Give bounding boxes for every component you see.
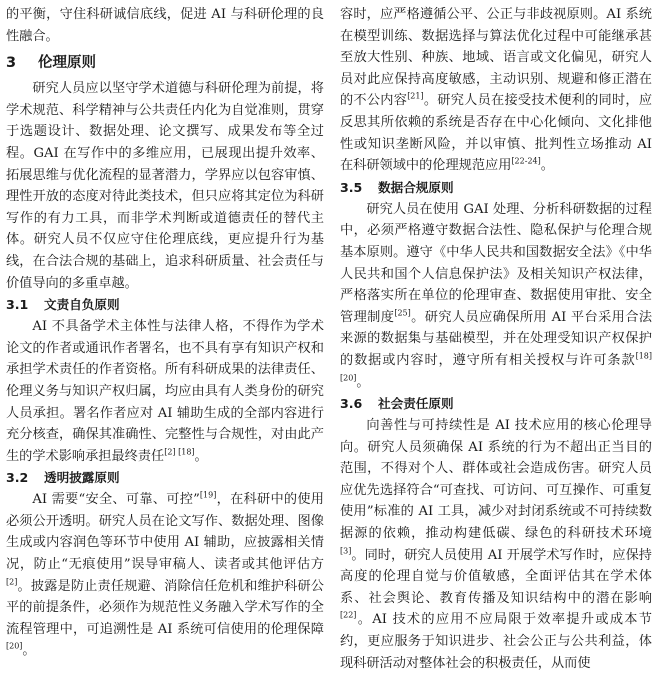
intro-paragraph-end: 的平衡，守住科研诚信底线，促进 AI 与科研伦理的良性融合。 (6, 7, 324, 44)
paragraph-text: 。 (22, 643, 36, 659)
paragraph-text: AI 不具备学术主体性与法律人格，不得作为学术论文的作者或通讯作者署名，也不具有享有知识产权和承担学术责任的作者资格。所有科研成果的法律责任、伦理义务与知识产权归属，均应由具有人类身份的研究人员承担。署名作者应对 AI 辅助生成的全部内容进行充分核查，确保其准确性、完整性与合规性，对由此产生的学术影响承担最终责任 (6, 319, 324, 464)
subsection-title: 数据合规原则 (378, 179, 454, 195)
subsection-title: 透明披露原则 (44, 470, 120, 486)
section-title: 伦理原则 (38, 55, 96, 72)
subsection-number: 3.1 (6, 297, 29, 313)
citation: [2] (6, 577, 18, 587)
section-3-1-paragraph: AI 不具备学术主体性与法律人格，不得作为学术论文的作者或通讯作者署名，也不具有享有知识产权和承担学术责任的作者资格。所有科研成果的法律责任、伦理义务与知识产权归属，均应由具有人类身份的研究人员承担。署名作者应对 AI 辅助生成的全部内容进行充分核查，确保其准确性、完整性与合规性，对由此产生的学术影响承担最终责任[2] [18]。 (6, 319, 324, 464)
citation: [20] (6, 642, 23, 652)
section-3-1-heading (6, 295, 324, 315)
paragraph-text: 容时，应严格遵循公平、公正与非歧视原则。AI 系统在模型训练、数据选择与算法优化过程中可能继承甚至放大性别、种族、地域、语言或文化偏见，研究人员对此应保持高度敏感，主动识别、规避和修正潜在的不公内容 (340, 7, 652, 109)
section-3-paragraph: 研究人员应以坚守学术道德与科研伦理为前提，将学术规范、科学精神与公共责任内化为自觉准则，贯穿于选题设计、数据处理、论文撰写、成果发布等全过程。GAI 在写作中的多维应用，已展现出提升效率、拓展思维与优化流程的显著潜力，学界应以包容审慎、理性开放的态度对待此类技术，但只应将其定位为科研写作的有力工具，而非学术判断或道德责任的替代主体。研究人员不仅应守住伦理底线，更应提升行为基线，在合法合规的基础上，追求科研质量、社会责任与价值导向的多重卓越。 (6, 81, 324, 291)
citation: [2] [18] (164, 447, 195, 457)
section-3-6-paragraph (340, 415, 652, 674)
section-3-5-heading (340, 178, 652, 198)
left-column (6, 4, 324, 662)
paragraph-text: 。 (540, 158, 554, 174)
section-3-heading (6, 52, 324, 74)
paragraph-text: 研究人员在使用 GAI 处理、分析科研数据的过程中，必须严格遵守数据合法性、隐私保护与伦理合规基本原则。遵守《中华人民共和国数据安全法》《中华人民共和国个人信息保护法》及相关知识产权法律，严格落实所在单位的伦理审查、数据使用审批、安全管理制度 (340, 201, 652, 325)
citation: [25] (394, 308, 411, 318)
section-number: 3 (6, 55, 17, 72)
section-3-5-paragraph (340, 199, 652, 393)
paragraph-text: 向善性与可持续性是 AI 技术应用的核心伦理导向。研究人员须确保 AI 系统的行为不超出正当目的范围，不得对个人、群体或社会造成伤害。研究人员应优先选择符合“可查找、可访问、可互操作、可重复使用”标准的 AI 工具，减少对封闭系统或不可持续数据源的依赖，推动构建低碳、绿色的科研技术环境 (340, 418, 652, 542)
citation: [19] (199, 490, 217, 500)
subsection-title: 文责自负原则 (44, 297, 120, 313)
section-3-2-heading (6, 468, 324, 488)
citation: [3] (340, 546, 352, 556)
paragraph-text: AI 需要“安全、可靠、可控” (32, 492, 200, 508)
paragraph-text: 。研究人员应确保所用 AI 平台采用合法来源的数据集与基础模型，并在处理受知识产权保护的数据或内容时，遵守所有相关授权与许可条款 (340, 309, 653, 368)
subsection-number: 3.2 (6, 470, 29, 486)
citation: [21] (407, 91, 424, 101)
paragraph-text: 。披露是防止责任规避、消除信任危机和维护科研公平的前提条件，必须作为规范性义务融入学术写作的全流程管理中，可追溯性是 AI 系统可信使用的伦理保障 (6, 578, 324, 637)
right-column (340, 4, 652, 674)
citation: [18][20] (340, 351, 652, 383)
paragraph-text: 。同时，研究人员使用 AI 开展学术写作时，应保持高度的伦理自觉与价值敏感，全面评估其在学术体系、社会舆论、教育传播及知识结构中的潜在影响 (340, 547, 652, 606)
subsection-number: 3.5 (340, 179, 363, 195)
paragraph-text: 。AI 技术的应用不应局限于效率提升或成本节约，更应服务于知识进步、社会公正与公共利益，体现科研活动对整体社会的积极责任，从而使 (340, 612, 652, 671)
paragraph-text: ，在科研中的使用必须公开透明。研究人员在论文写作、数据处理、图像生成或内容润色等环节中使用 AI 辅助，应披露相关情况，防止“无痕使用”误导审稿人、读者或其他评估方 (6, 492, 324, 573)
citation: [22-24] (511, 156, 541, 166)
subsection-number: 3.6 (340, 396, 363, 412)
subsection-title: 社会责任原则 (378, 396, 454, 412)
citation: [22] (340, 611, 357, 621)
paragraph-text: 。研究人员在接受技术便利的同时，应反思其所依赖的系统是否存在中心化倾向、文化排他性或知识垄断风险，并以审慎、批判性立场推动 AI 在科研领域中的伦理规范应用 (340, 93, 653, 174)
section-3-2-paragraph (6, 489, 324, 662)
section-3-6-heading (340, 394, 652, 414)
section-3-4-paragraph-end (340, 4, 652, 177)
paragraph-text: 。 (356, 374, 370, 390)
